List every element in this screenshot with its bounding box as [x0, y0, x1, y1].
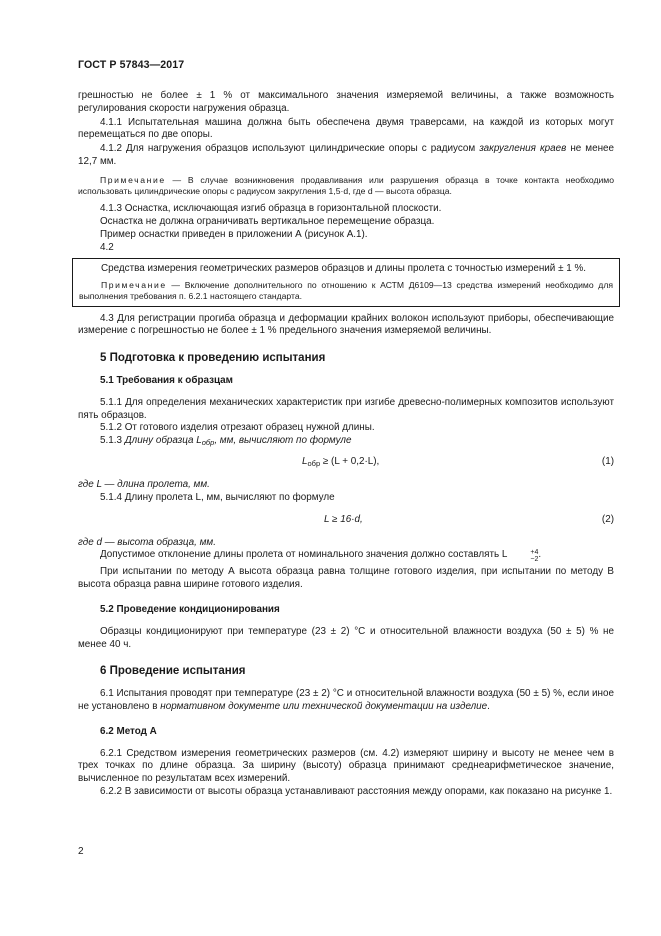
clause-5-1-4: 5.1.4 Длину пролета L, мм, вычисляют по формуле: [100, 491, 335, 503]
clause-5-1-1: 5.1.1 Для определения механических характеристик при изгибе древесно-полимерных композитов используют пять образцов.: [78, 396, 614, 421]
methods-paragraph: При испытании по методу А высота образца равна толщине готового изделия, при испытании по методу В высота образца равна ширине готового изделия.: [78, 566, 614, 591]
clause-4-1-2: [78, 143, 614, 169]
formula-2-expression: L ≥ 16·d,: [324, 513, 363, 525]
tolerance-paragraph: [78, 549, 614, 563]
clause-6-1-text-a: 6.1 Испытания проводят при температуре (23 ± 2) °С и относительной влажности воздуха (50 ± 5) %, если иное не установлено в: [78, 688, 614, 712]
clause-6-2-1: 6.2.1 Средством измерения геометрических размеров (см. 4.2) измеряют ширину и высоту не менее чем в трех точках по длине образца. За ширину (высоту) образца принимают среднеарифметическое значение, вычисленное по результатам всех измерений.: [78, 747, 614, 785]
note-2-label: Примечание: [101, 280, 167, 291]
formula-2: [78, 514, 614, 528]
formula-1-number: (1): [601, 455, 614, 467]
note-2: [79, 280, 613, 302]
clause-4-1-2-text-a: 4.1.2 Для нагружения образцов используют цилиндрические опоры с радиусом: [100, 143, 480, 155]
clause-4-1-3-line-3: Пример оснастки приведен в приложении А (рисунок А.1).: [100, 228, 368, 240]
note-1-label: Примечание: [100, 174, 166, 185]
formula-1-var: L: [302, 455, 308, 467]
formula-1-expression: [302, 456, 379, 469]
clause-6-1-italic: нормативном документе или технической документации на изделие: [160, 700, 488, 712]
clause-4-1-1: 4.1.1 Испытательная машина должна быть обеспечена двумя траверсами, на каждой из которых могут перемещаться по две опоры.: [78, 116, 614, 141]
document-body: [78, 90, 614, 799]
clause-4-2: 4.2: [100, 241, 114, 253]
where-1: где L — длина пролета, мм.: [78, 478, 210, 490]
clause-5-1-3-italic-text: Длину образца L: [124, 435, 202, 447]
clause-4-1-2-text-italic: закругления краев: [479, 143, 567, 155]
subsection-5-1-heading: 5.1 Требования к образцам: [100, 374, 233, 386]
tolerance-upper: +4: [530, 549, 539, 557]
where-2: где d — высота образца, мм.: [78, 536, 216, 548]
note-2-text: — Включение дополнительного по отношению к АСТМ Д6109—13 средства измерений необходимо для выполнения требования п. 6.2.1 настоящего стандарта.: [79, 280, 613, 302]
clause-6-2-2: 6.2.2 В зависимости от высоты образца устанавливают расстояния между опорами, как показано на рисунке 1.: [100, 785, 613, 797]
clause-5-1-3-subscript: обр: [201, 438, 215, 448]
standard-header: ГОСТ Р 57843—2017: [78, 59, 185, 71]
section-5-heading: 5 Подготовка к проведению испытания: [100, 352, 326, 365]
note-1-text: — В случае возникновения продавливания или разрушения образца в точке контакта необходимо использовать цилиндрические опоры с радиусом закругления 1,5·d, где d — высота образца.: [78, 174, 614, 196]
boxed-text: Средства измерения геометрических размеров образцов и длины пролета с точностью измерений ± 1 %.: [101, 263, 586, 275]
formula-2-number: (2): [601, 513, 614, 525]
clause-4-1-3-line-2: Оснастка не должна ограничивать вертикальное перемещение образца.: [100, 215, 435, 227]
clause-4-1-3: 4.1.3 Оснастка, исключающая изгиб образца в горизонтальной плоскости.: [100, 203, 442, 215]
clause-5-1-3: [78, 435, 614, 448]
tolerance-lower: −2: [530, 556, 539, 564]
boxed-addition: [72, 258, 620, 306]
tolerance-end: .: [538, 549, 542, 561]
tolerance-text: Допустимое отклонение длины пролета от номинального значения должно составлять L: [100, 549, 508, 561]
formula-1-subscript: обр: [307, 458, 321, 468]
tolerance-limits: [508, 549, 538, 563]
clause-5-2: Образцы кондиционируют при температуре (23 ± 2) °С и относительной влажности воздуха (50 ± 5) % не менее 40 ч.: [78, 625, 614, 650]
formula-1-rest: ≥ (L + 0,2·L),: [320, 455, 380, 467]
paragraph-continuation: грешностью не более ± 1 % от максимального значения измеряемой величины, а также возможность регулирования скорости нагружения образца.: [78, 90, 614, 114]
clause-5-1-3-number: 5.1.3: [100, 435, 125, 447]
clause-6-1-text-c: .: [487, 700, 490, 712]
clause-4-1-2-text-c: не менее 12,7 мм.: [78, 143, 615, 167]
clause-4-3: 4.3 Для регистрации прогиба образца и деформации крайних волокон используют приборы, обеспечивающие измерение с погрешностью не более ± 1 % предельного значения измеряемой величины.: [78, 312, 614, 337]
subsection-5-2-heading: 5.2 Проведение кондиционирования: [100, 603, 280, 615]
clause-5-1-3-italic-end: , мм, вычисляют по формуле: [214, 435, 352, 447]
note-1: [78, 175, 614, 197]
page-number: 2: [78, 846, 84, 857]
clause-5-1-3-italic: [125, 435, 352, 446]
clause-5-1-2: 5.1.2 От готового изделия отрезают образец нужной длины.: [100, 422, 375, 434]
section-6-heading: 6 Проведение испытания: [100, 665, 246, 678]
clause-6-1: [78, 688, 614, 714]
subsection-6-2-heading: 6.2 Метод А: [100, 725, 157, 737]
formula-1: [78, 456, 614, 470]
